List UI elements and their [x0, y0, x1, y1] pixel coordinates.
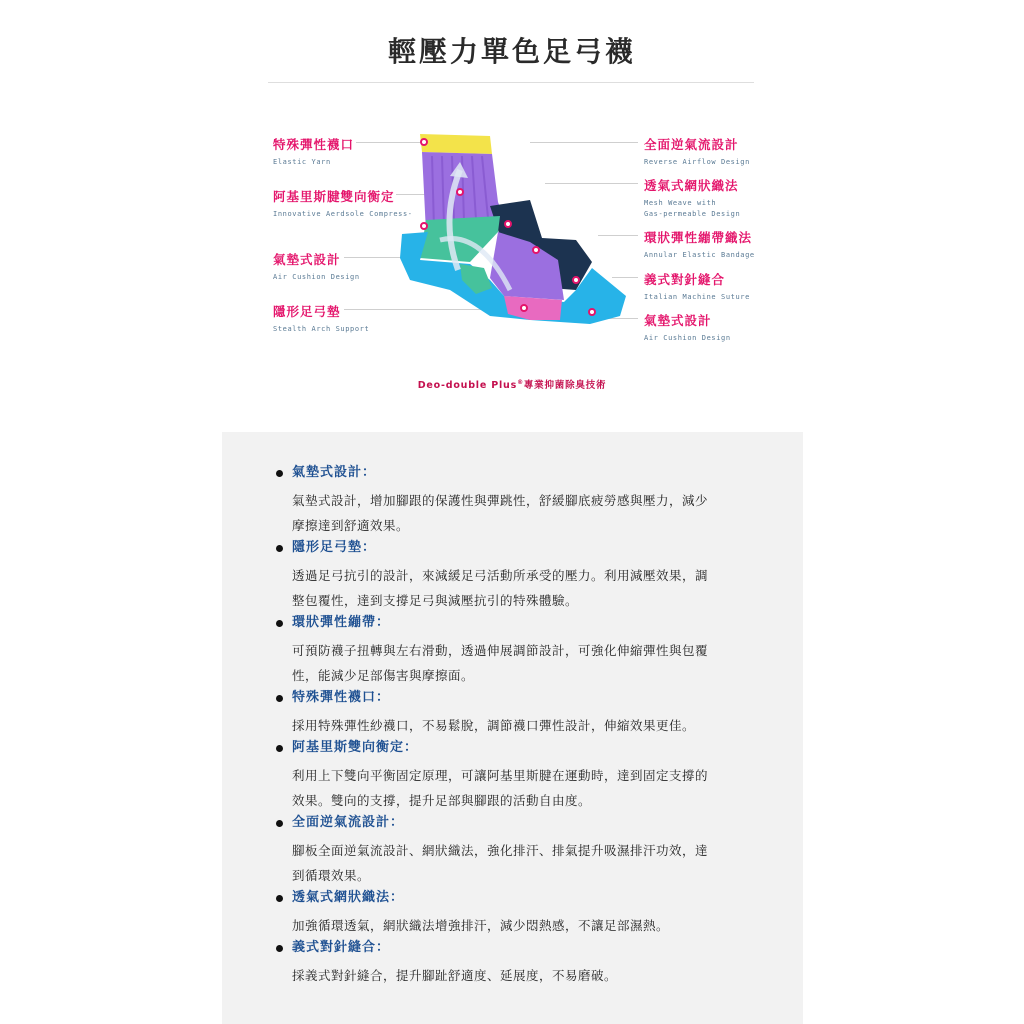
- feature-label-zh: 全面逆氣流設計: [644, 137, 739, 152]
- feature-label-en: Air Cushion Design: [644, 334, 731, 342]
- detail-item: [276, 937, 756, 988]
- detail-head: 氣墊式設計：: [292, 465, 377, 480]
- detail-head: 隱形足弓墊：: [292, 540, 377, 555]
- sock-cuff: [420, 134, 492, 154]
- feature-label-zh: 阿基里斯腱雙向衡定: [273, 189, 395, 204]
- detail-item: [276, 737, 756, 813]
- deo-suffix: 專業抑菌除臭技術: [523, 380, 607, 391]
- feature-label-en: Air Cushion Design: [273, 273, 360, 281]
- feature-air-cushion-left: [273, 250, 360, 281]
- detail-item: [276, 812, 756, 888]
- sock-graphic: [380, 120, 660, 340]
- feature-label-zh: 義式對針縫合: [644, 272, 726, 287]
- detail-line: 到循環效果。: [292, 868, 371, 883]
- detail-item: [276, 537, 756, 613]
- feature-label-en: Annular Elastic Bandage: [644, 251, 755, 259]
- bullet-dot: [276, 470, 283, 477]
- detail-head: 義式對針縫合：: [292, 940, 391, 955]
- bullet-dot: [276, 820, 283, 827]
- detail-line: 採用特殊彈性紗襪口，不易鬆脫，調節襪口彈性設計，伸縮效果更佳。: [292, 718, 696, 733]
- deo-registered: ®: [517, 378, 524, 386]
- detail-head: 阿基里斯雙向衡定：: [292, 740, 419, 755]
- detail-line: 加強循環透氣，網狀織法增強排汗，減少悶熱感，不讓足部濕熱。: [292, 918, 670, 933]
- bullet-dot: [276, 545, 283, 552]
- detail-line: 可預防襪子扭轉與左右滑動，透過伸展調節設計，可強化伸縮彈性與包覆: [292, 643, 709, 658]
- feature-label-en: Stealth Arch Support: [273, 325, 370, 333]
- detail-item: [276, 887, 756, 938]
- feature-elastic-yarn: [273, 135, 354, 166]
- page-title: 輕壓力單色足弓襪: [387, 35, 636, 68]
- detail-line: 效果。雙向的支撐，提升足部與腳跟的活動自由度。: [292, 793, 592, 808]
- detail-head: 透氣式網狀織法：: [292, 890, 405, 905]
- detail-item: [276, 462, 756, 538]
- bullet-dot: [276, 945, 283, 952]
- feature-label-en: Elastic Yarn: [273, 158, 331, 166]
- feature-label-en: Italian Machine Suture: [644, 293, 750, 301]
- detail-line: 性，能減少足部傷害與摩擦面。: [292, 668, 475, 683]
- detail-line: 採義式對針縫合，提升腳趾舒適度、延展度，不易磨破。: [292, 968, 618, 983]
- feature-label-en: Innovative Aerdsole Compress-: [273, 210, 413, 218]
- detail-line: 摩擦達到舒適效果。: [292, 518, 410, 533]
- detail-head: 環狀彈性繃帶：: [292, 615, 391, 630]
- bullet-dot: [276, 745, 283, 752]
- feature-label-zh: 特殊彈性襪口: [273, 137, 355, 152]
- bullet-dot: [276, 895, 283, 902]
- detail-line: 利用上下雙向平衡固定原理，可讓阿基里斯腱在運動時，達到固定支撐的: [292, 768, 709, 783]
- feature-label-en: Reverse Airflow Design: [644, 158, 750, 166]
- feature-label-zh: 氣墊式設計: [273, 252, 341, 267]
- sock-illustration: [380, 120, 660, 340]
- feature-stealth-arch: [273, 302, 369, 333]
- feature-label-zh: 環狀彈性繃帶織法: [644, 230, 753, 245]
- feature-label-en: Mesh Weave with: [644, 199, 717, 207]
- detail-head: 全面逆氣流設計：: [292, 815, 405, 830]
- feature-label-zh: 透氣式網狀織法: [644, 178, 739, 193]
- feature-label-en-2: Gas-permeable Design: [644, 210, 741, 218]
- title-divider: [268, 82, 754, 83]
- detail-item: [276, 612, 756, 688]
- deo-tech-line: [0, 377, 1024, 391]
- details-panel: [222, 432, 803, 1024]
- feature-label-zh: 隱形足弓墊: [273, 304, 341, 319]
- detail-line: 透過足弓抗引的設計，來減緩足弓活動所承受的壓力。利用減壓效果，調: [292, 568, 709, 583]
- detail-line: 腳板全面逆氣流設計、網狀織法，強化排汗、排氣提升吸濕排汗功效，達: [292, 843, 709, 858]
- bullet-dot: [276, 695, 283, 702]
- detail-head: 特殊彈性襪口：: [292, 690, 391, 705]
- feature-annular-bandage: [644, 228, 755, 259]
- detail-line: 氣墊式設計，增加腳跟的保護性與彈跳性，舒緩腳底疲勞感與壓力，減少: [292, 493, 709, 508]
- deo-brand: Deo-double Plus: [417, 380, 518, 391]
- feature-label-zh: 氣墊式設計: [644, 313, 712, 328]
- bullet-dot: [276, 620, 283, 627]
- detail-line: 整包覆性，達到支撐足弓與減壓抗引的特殊體驗。: [292, 593, 579, 608]
- detail-item: [276, 687, 756, 738]
